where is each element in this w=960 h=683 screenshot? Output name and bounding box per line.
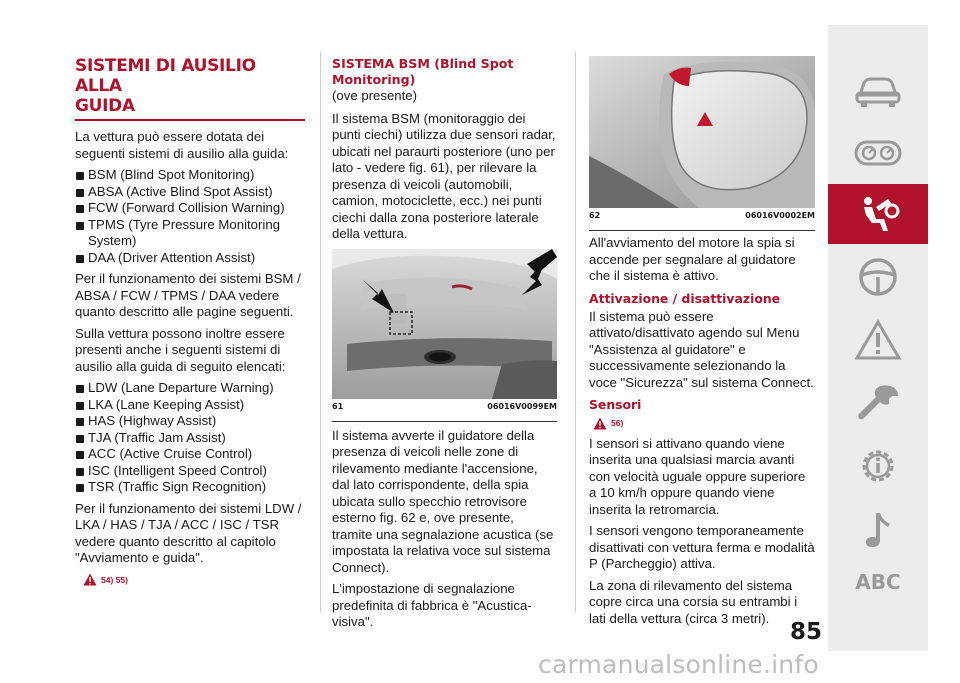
- warning-triangle-icon: [83, 573, 97, 586]
- warning-triangle-icon: [854, 319, 902, 361]
- intro-paragraph: La vettura può essere dotata dei seguenti sistemi di ausilio alla guida:: [75, 129, 289, 161]
- figure-62: [589, 56, 815, 231]
- watermark: carmanualsonline.info: [538, 650, 819, 679]
- sidebar-item-safety[interactable]: [828, 184, 928, 244]
- right-paragraph-2: Il sistema può essere attivato/disattivato agendo sul Menu "Assistenza al guidatore" e successivamente selezionando la voce "Sicurezza" sul sistema Connect.: [589, 308, 814, 390]
- figure-61: [332, 249, 557, 422]
- heading-activation: Attivazione / disattivazione: [589, 290, 781, 306]
- list-item: ABSA (Active Blind Spot Assist): [75, 184, 307, 201]
- sidebar-item-multimedia[interactable]: [828, 499, 928, 559]
- steering-wheel-icon: [854, 256, 902, 298]
- systems-list-primary: [75, 167, 307, 266]
- sidebar-item-vehicle[interactable]: [828, 60, 928, 120]
- systems-list-secondary: [75, 380, 307, 496]
- sidebar-item-dashboard[interactable]: [828, 123, 928, 183]
- section-heading: [75, 56, 305, 121]
- column-right: [589, 56, 815, 632]
- warning-triangle-icon: [593, 417, 607, 430]
- list-item: ISC (Intelligent Speed Control): [75, 463, 307, 480]
- list-item: TSR (Traffic Sign Recognition): [75, 479, 307, 496]
- bsm-paragraph-2: Il sistema avverte il guidatore della presenza di veicoli nelle zone di rilevamento mediante l'accensione, dal lato corrispondente, della spia ubicata sullo specchio retrovisore esterno fig. 62 e, ove presente, tramite una segnalazione acustica (se impostata la relativa voce sul sistema Connect).: [332, 427, 554, 575]
- list-item: DAA (Driver Attention Assist): [75, 250, 307, 267]
- gear-info-icon: [854, 445, 902, 487]
- list-item: LDW (Lane Departure Warning): [75, 380, 307, 397]
- figure-number: 61: [332, 401, 344, 411]
- dashboard-gauges-icon: [854, 132, 902, 174]
- bsm-paragraph-1: Il sistema BSM (monitoraggio dei punti ciechi) utilizza due sensori radar, ubicati nel paraurti posteriore (uno per lato - vedere fig. 61), per rilevare la presenza di veicoli (automobili, camion, motociclette, ecc.) nei punti ciechi dalla zona posteriore laterale della vettura.: [332, 110, 556, 241]
- sidebar-item-driving[interactable]: [828, 247, 928, 307]
- abc-index-label: ABC: [855, 570, 901, 594]
- paragraph-see-pages: Per il funzionamento dei sistemi BSM / ABSA / FCW / TPMS / DAA vedere quanto descritto alle pagine seguenti.: [75, 271, 301, 319]
- car-icon: [854, 69, 902, 111]
- bsm-paragraph-3: L'impostazione di segnalazione predefinita di fabbrica è "Acustica-visiva".: [332, 581, 532, 629]
- paragraph-other-systems: Sulla vettura possono inoltre essere presenti anche i seguenti sistemi di ausilio alla guida di seguito elencati:: [75, 325, 286, 374]
- list-item: ACC (Active Cruise Control): [75, 446, 307, 463]
- page-number: 85: [790, 619, 823, 645]
- list-item: HAS (Highway Assist): [75, 413, 307, 430]
- list-item: TPMS (Tyre Pressure Monitoring System): [75, 217, 307, 250]
- list-item: LKA (Lane Keeping Assist): [75, 397, 307, 414]
- side-mirror-image: [589, 56, 815, 208]
- right-paragraph-4: I sensori vengono temporaneamente disattivati con vettura ferma e modalità P (Parcheggio) attiva.: [589, 523, 815, 571]
- bsm-title: SISTEMA BSM (Blind Spot Monitoring): [332, 56, 514, 87]
- section-title-line2: GUIDA: [75, 96, 135, 116]
- figure-61-caption: [332, 399, 557, 413]
- music-note-icon: [854, 508, 902, 550]
- figure-code: 06016V0099EM: [487, 401, 557, 411]
- sidebar-item-technical-data[interactable]: [828, 436, 928, 496]
- list-item: BSM (Blind Spot Monitoring): [75, 167, 307, 184]
- heading-sensors: Sensori: [589, 397, 642, 412]
- right-paragraph-1: All'avviamento del motore la spia si accende per segnalare al guidatore che il sistema è attivo.: [589, 235, 796, 283]
- column-middle: [332, 56, 557, 636]
- warning-ref-text[interactable]: 56): [611, 418, 624, 428]
- warning-reference: [593, 415, 815, 432]
- sidebar-item-index[interactable]: [828, 552, 928, 612]
- figure-62-caption: [589, 208, 815, 222]
- column-divider: [575, 52, 576, 612]
- list-item: FCW (Forward Collision Warning): [75, 200, 307, 217]
- figure-code: 06016V0002EM: [745, 211, 815, 220]
- bsm-subtitle: (ove presente): [332, 88, 418, 103]
- section-title-line1: SISTEMI DI AUSILIO ALLA: [75, 56, 256, 96]
- column-divider: [320, 52, 321, 612]
- sidebar-item-emergency[interactable]: [828, 310, 928, 370]
- chapter-sidebar: [828, 25, 928, 651]
- warning-ref-text[interactable]: 54) 55): [101, 574, 128, 585]
- figure-number: 62: [589, 211, 601, 220]
- column-left: [75, 56, 307, 592]
- right-paragraph-5: La zona di rilevamento del sistema copre circa una corsia su entrambi i lati della vettura (circa 3 metri).: [589, 577, 798, 626]
- paragraph-chapter-ref: Per il funzionamento dei sistemi LDW / LKA / HAS / TJA / ACC / ISC / TSR vedere quanto descritto al capitolo "Avviamento e guida".: [75, 500, 302, 565]
- warning-reference: [83, 572, 307, 589]
- car-rear-bumper-image: [332, 249, 557, 399]
- list-item: TJA (Traffic Jam Assist): [75, 430, 307, 447]
- airbag-safety-icon: [854, 193, 902, 235]
- right-paragraph-3: I sensori si attivano quando viene inserita una qualsiasi marcia avanti con velocità uguale oppure superiore a 10 km/h oppure quando viene inserita la retromarcia.: [589, 435, 806, 517]
- wrench-icon: [854, 382, 902, 424]
- sidebar-item-maintenance[interactable]: [828, 373, 928, 433]
